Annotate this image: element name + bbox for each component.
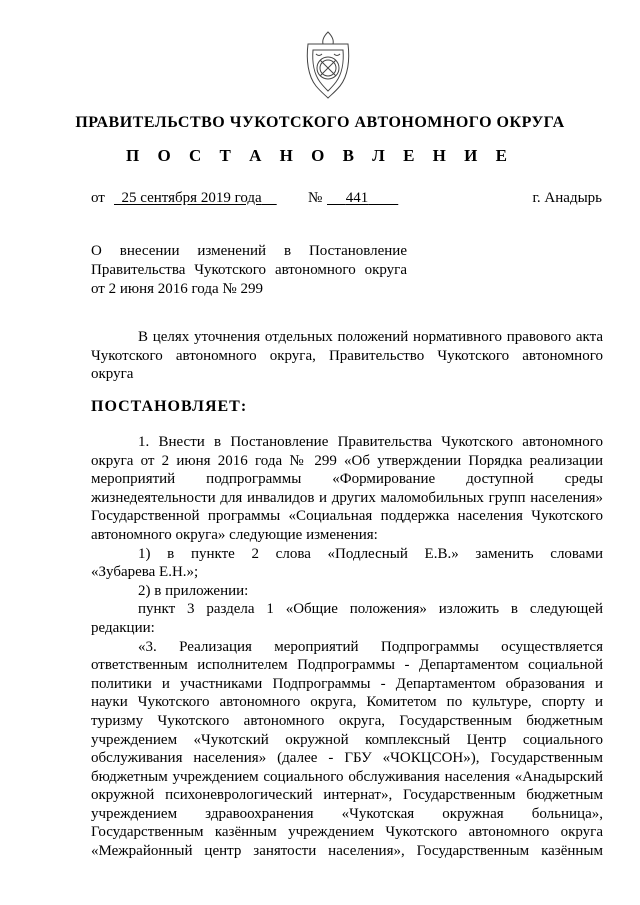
document-subject <box>91 242 407 299</box>
subject-line: Правительства Чукотского автономного округа <box>91 262 407 278</box>
text-line: мероприятий подпрограммы «Формирование доступной среды <box>91 471 603 488</box>
text-line: 1) в пункте 2 слова «Подлесный Е.В.» заменить словами <box>138 545 603 562</box>
document-number <box>327 190 398 207</box>
text-line: 1. Внести в Постановление Правительства Чукотского автономного <box>138 434 603 450</box>
text-line: Государственной программы «Социальная поддержка населения Чукотского <box>91 508 603 525</box>
text-line: Чукотского автономного округа, Правительство Чукотского автономного <box>91 347 603 364</box>
body-paragraph-1 <box>91 433 603 861</box>
text-line: окружной психоневрологический интернат», Государственным бюджетным <box>91 787 603 804</box>
document-meta-row <box>91 190 602 212</box>
text-line: Государственным казённым учреждением Чукотского автономного округа <box>91 824 603 841</box>
text-line: учреждением «Чукотский окружной комплексный Центр социального <box>91 731 603 748</box>
text-line: бюджетным учреждением социального обслуживания населения «Анадырский <box>91 768 603 785</box>
text-line: округа <box>91 366 134 383</box>
text-line: обслуживания населения» (далее - ГБУ «ЧОКЦСОН»), Государственным <box>91 750 603 767</box>
text-line: пункт 3 раздела 1 «Общие положения» изложить в следующей <box>138 601 603 618</box>
text-line: В целях уточнения отдельных положений нормативного правового акта <box>138 329 603 345</box>
text-line: автономного округа» следующие изменения: <box>91 526 378 543</box>
text-line: «Зубарева Е.Н.»; <box>91 564 199 581</box>
document-type-heading: П О С Т А Н О В Л Е Н И Е <box>126 146 514 165</box>
government-title: ПРАВИТЕЛЬСТВО ЧУКОТСКОГО АВТОНОМНОГО ОКРУГА <box>75 114 565 131</box>
document-date-value: 25 сентября 2019 года <box>121 190 262 206</box>
document-date <box>114 190 277 207</box>
number-label: № <box>308 190 323 206</box>
text-line: туризму Чукотского автономного округа, Государственным бюджетным <box>91 712 603 729</box>
text-line: политики и участниками Подпрограммы - Департаментом образования и <box>91 675 603 692</box>
resolves-heading: ПОСТАНОВЛЯЕТ: <box>91 398 248 415</box>
coat-of-arms-emblem-icon <box>302 30 354 102</box>
text-line: ответственным исполнителем Подпрограммы - Департаментом социальной <box>91 657 603 674</box>
text-line: 2) в приложении: <box>138 582 249 599</box>
text-line: редакции: <box>91 619 155 636</box>
document-number-value: 441 <box>345 190 369 206</box>
subject-line: О внесении изменений в Постановление <box>91 243 407 259</box>
from-label: от <box>91 190 105 206</box>
text-line: жизнедеятельности для инвалидов и других маломобильных групп населения» <box>91 489 603 506</box>
text-line: «3. Реализация мероприятий Подпрограммы осуществляется <box>138 638 603 655</box>
text-line: учреждением здравоохранения «Чукотская окружная больница», <box>91 805 603 822</box>
subject-line: от 2 июня 2016 года № 299 <box>91 281 263 297</box>
text-line: округа от 2 июня 2016 года № 299 «Об утверждении Порядка реализации <box>91 452 603 469</box>
city-label: г. Анадырь <box>532 190 602 206</box>
text-line: науки Чукотского автономного округа, Комитетом по культуре, спорту и <box>91 694 603 711</box>
text-line: «Межрайонный центр занятости населения», Государственным казённым <box>91 843 603 860</box>
preamble-paragraph <box>91 328 603 384</box>
